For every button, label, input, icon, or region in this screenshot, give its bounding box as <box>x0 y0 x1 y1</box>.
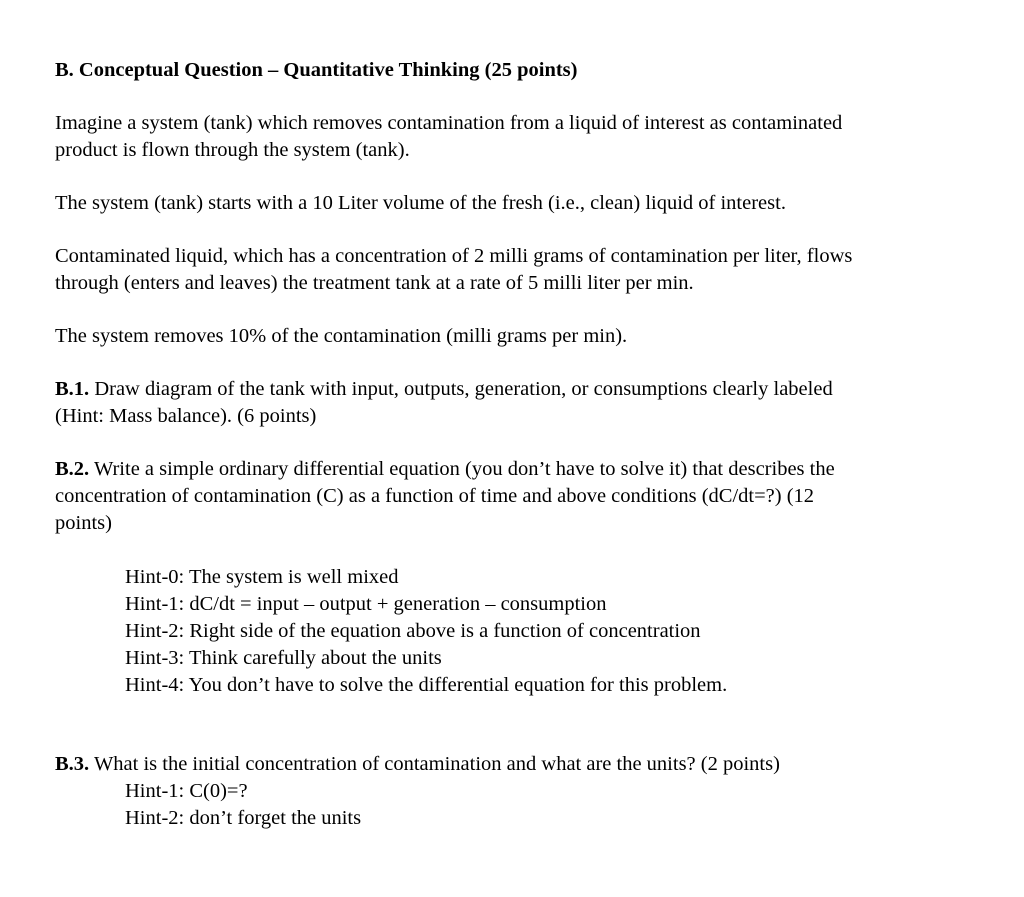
intro-paragraph-3-line-2: through (enters and leaves) the treatment tank at a rate of 5 milli liter per min. <box>55 272 694 294</box>
question-b1-text: Draw diagram of the tank with input, outputs, generation, or consumptions clearly labeled <box>89 378 833 400</box>
question-b3-label: B.3. <box>55 753 90 775</box>
question-b3-text: What is the initial concentration of contamination and what are the units? (2 points) <box>89 753 780 775</box>
question-b1-label: B.1. <box>55 378 90 400</box>
b2-hint-3: Hint-3: Think carefully about the units <box>125 647 442 669</box>
question-b2-line-1 <box>55 456 835 483</box>
b2-hint-4: Hint-4: You don’t have to solve the differential equation for this problem. <box>125 674 728 696</box>
intro-paragraph-4: The system removes 10% of the contamination (milli grams per min). <box>55 325 628 347</box>
intro-paragraph-2: The system (tank) starts with a 10 Liter volume of the fresh (i.e., clean) liquid of interest. <box>55 192 786 214</box>
b2-hint-2: Hint-2: Right side of the equation above is a function of concentration <box>125 620 701 642</box>
intro-paragraph-3-line-1: Contaminated liquid, which has a concentration of 2 milli grams of contamination per liter, flows <box>55 245 853 267</box>
b2-hint-0: Hint-0: The system is well mixed <box>125 566 399 588</box>
b3-hint-2: Hint-2: don’t forget the units <box>125 807 362 829</box>
question-b3-line-1 <box>55 751 780 778</box>
section-title: B. Conceptual Question – Quantitative Thinking (25 points) <box>55 59 578 81</box>
question-b2-line-2: concentration of contamination (C) as a function of time and above conditions (dC/dt=?) (12 <box>55 485 815 507</box>
b2-hint-1: Hint-1: dC/dt = input – output + generation – consumption <box>125 593 607 615</box>
intro-paragraph-1-line-1: Imagine a system (tank) which removes contamination from a liquid of interest as contaminated <box>55 112 843 134</box>
question-b1-line-2: (Hint: Mass balance). (6 points) <box>55 405 317 427</box>
intro-paragraph-1-line-2: product is flown through the system (tank). <box>55 139 410 161</box>
question-b2-text: Write a simple ordinary differential equation (you don’t have to solve it) that describes the <box>89 458 835 480</box>
question-b1-line-1 <box>55 376 833 403</box>
question-b2-label: B.2. <box>55 458 90 480</box>
question-b2-line-3: points) <box>55 512 112 534</box>
b3-hint-1: Hint-1: C(0)=? <box>125 780 248 802</box>
